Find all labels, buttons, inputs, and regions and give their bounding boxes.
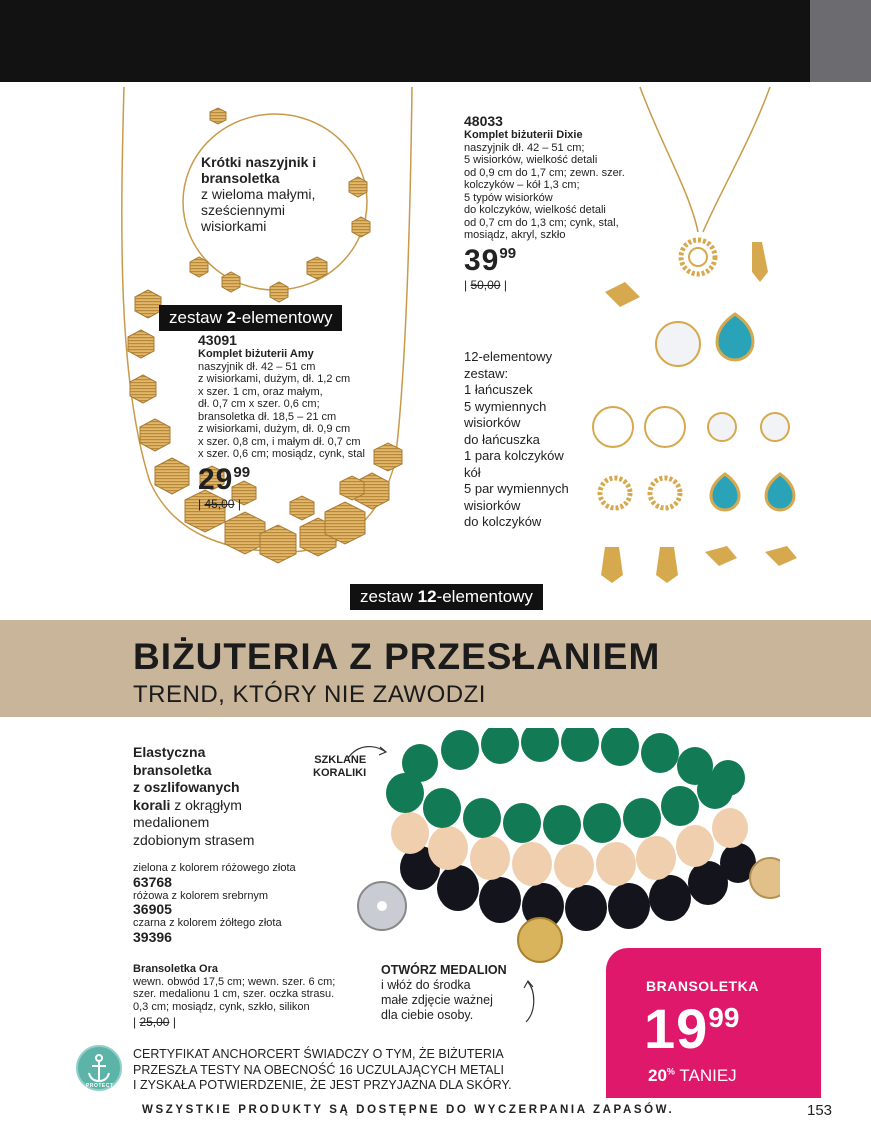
promo-price: 1999 [644, 997, 740, 1060]
dixie-contents [464, 349, 594, 531]
amy-desc-line: dł. 0,7 cm x szer. 0,6 cm; [198, 398, 320, 410]
dixie-desc-line: 5 typów wisiorków [464, 191, 553, 204]
medallion-callout-line: dla ciebie osoby. [381, 1008, 474, 1022]
arrow-icon [346, 742, 390, 762]
ora-bracelets-illustration [350, 728, 780, 963]
medallion-callout-line: i włóż do środka [381, 978, 471, 992]
ora-variant-label: różowa z kolorem srebrnym [133, 889, 269, 902]
medallion-callout [381, 963, 521, 1023]
dixie-contents-line: wisiorków [464, 415, 521, 430]
amy-desc-line: x szer. 1 cm, oraz małym, [198, 385, 323, 398]
ora-product-block [133, 963, 373, 1029]
certificate-line: PRZESZŁA TESTY NA OBECNOŚĆ 16 UCZULAJĄCYCH METALI [133, 1062, 504, 1077]
ora-headline [133, 744, 293, 849]
dixie-set-label: zestaw 12-elementowy [350, 584, 543, 610]
ora-headline-line: Elastyczna [133, 744, 206, 760]
ora-variant-code: 36905 [133, 901, 172, 917]
availability-disclaimer: WSZYSTKIE PRODUKTY SĄ DOSTĘPNE DO WYCZERPANIA ZAPASÓW. [142, 1104, 675, 1116]
dixie-contents-line: 1 łańcuszek [464, 382, 533, 397]
medallion-callout-line: małe zdjęcie ważnej [381, 993, 493, 1007]
dixie-contents-line: do kolczyków [464, 514, 542, 529]
page-number: 153 [807, 1102, 833, 1119]
certificate-line: I ZYSKAŁA POTWIERDZENIE, ŻE JEST PRZYJAZNA DLA SKÓRY. [133, 1078, 512, 1092]
ora-desc-line: wewn. obwód 17,5 cm; wewn. szer. 6 cm; [133, 975, 336, 988]
amy-price: 2999 [198, 462, 251, 496]
certificate-text [133, 1047, 512, 1094]
certificate-line: CERTYFIKAT ANCHORCERT ŚWIADCZY O TYM, ŻE BIŻUTERIA [133, 1047, 504, 1061]
dixie-desc-line: naszyjnik dł. 42 – 51 cm; [464, 141, 585, 154]
rose-gold-medallion [750, 858, 780, 898]
dixie-contents-line: zestaw: [464, 365, 509, 381]
top-bar [0, 0, 810, 82]
dixie-old-price: | 50,00 | [464, 277, 507, 292]
necklace-set-note [201, 154, 341, 234]
amy-old-price: | 45,00 | [198, 496, 241, 511]
amy-set-label: zestaw 2-elementowy [159, 305, 342, 331]
promo-label: BRANSOLETKA [646, 978, 759, 994]
gold-medallion [518, 918, 562, 962]
necklace-set-note-title: Krótki naszyjnik i bransoletka [201, 154, 317, 186]
dixie-price: 3999 [464, 243, 517, 277]
dixie-desc-line: od 0,9 cm do 1,7 cm; zewn. szer. [464, 166, 625, 179]
ora-headline-line: z oszlifowanych [133, 779, 240, 795]
dixie-desc-line: kolczyków – kół 1,3 cm; [464, 179, 580, 191]
dixie-desc-line: mosiądz, akryl, szkło [464, 229, 566, 241]
ora-desc-line: szer. medalionu 1 cm, szer. oczka strasu. [133, 988, 335, 1000]
curved-arrow-icon [520, 978, 540, 1024]
banner-subtitle: TREND, KTÓRY NIE ZAWODZI [133, 681, 486, 708]
promo-discount: 20% TANIEJ [648, 1066, 737, 1085]
dixie-contents-line: kół [464, 464, 481, 480]
amy-name: Komplet biżuterii Amy [198, 348, 314, 360]
dixie-desc-line: do kolczyków, wielkość detali [464, 204, 606, 216]
jewelry-illustration [0, 82, 871, 620]
amy-desc-line: bransoletka dł. 18,5 – 21 cm [198, 410, 337, 423]
dixie-contents-line: 5 par wymiennych [464, 481, 569, 496]
glass-beads-line: SZKLANE [314, 754, 367, 766]
banner-title: BIŻUTERIA Z PRZESŁANIEM [133, 636, 661, 677]
ora-headline-line: z okrągłym [170, 796, 242, 813]
promo-box [606, 948, 821, 1098]
dixie-name: Komplet biżuterii Dixie [464, 129, 583, 141]
dixie-desc-line: od 0,7 cm do 1,3 cm; cynk, stal, [464, 216, 619, 229]
ora-variant-code: 63768 [133, 873, 172, 890]
top-bar-corner [810, 0, 871, 82]
dixie-contents-line: 5 wymiennych [464, 398, 547, 414]
dixie-code: 48033 [464, 113, 503, 129]
amy-product-block [198, 333, 388, 511]
ora-desc-line: 0,3 cm; mosiądz, cynk, szkło, silikon [133, 1000, 310, 1013]
dixie-product-block [464, 114, 644, 292]
amy-desc-line: z wisiorkami, dużym, dł. 1,2 cm [198, 373, 351, 385]
ora-headline-line: korali [133, 796, 171, 813]
ora-variant-code: 39396 [133, 928, 172, 945]
dixie-desc-line: 5 wisiorków, wielkość detali [464, 154, 598, 166]
dixie-contents-line: 12-elementowy [464, 349, 553, 364]
dixie-chain [640, 87, 770, 232]
amy-desc-line: naszyjnik dł. 42 – 51 cm [198, 360, 316, 373]
dixie-contents-line: do łańcuszka [464, 431, 540, 447]
ora-variants [133, 862, 353, 945]
ora-variant-label: zielona z kolorem różowego złota [133, 862, 296, 874]
ora-variant-label: czarna z kolorem żółtego złota [133, 917, 282, 929]
ora-old-price: | 25,00 | [133, 1015, 176, 1029]
ora-name: Bransoletka Ora [133, 963, 218, 975]
ora-headline-line: zdobionym strasem [133, 831, 255, 848]
dixie-contents-line: wisiorków [464, 497, 521, 513]
glass-beads-line: KORALIKI [313, 767, 367, 779]
ora-headline-line: medalionem [133, 814, 210, 830]
ora-headline-line: bransoletka [133, 761, 212, 778]
amy-desc-line: x szer. 0,6 cm; mosiądz, cynk, stal [198, 448, 365, 460]
cert-badge-text: PROTECT [86, 1083, 114, 1089]
amy-desc-line: x szer. 0,8 cm, i małym dł. 0,7 cm [198, 435, 361, 448]
amy-desc-line: z wisiorkami, dużym, dł. 0,9 cm [198, 423, 351, 435]
necklace-set-note-rest: z wieloma małymi, sześciennymi wisiorkami [201, 186, 316, 234]
amy-code: 43091 [198, 332, 237, 348]
dixie-contents-line: 1 para kolczyków [464, 448, 564, 463]
medallion-callout-title: OTWÓRZ MEDALION [381, 963, 507, 977]
